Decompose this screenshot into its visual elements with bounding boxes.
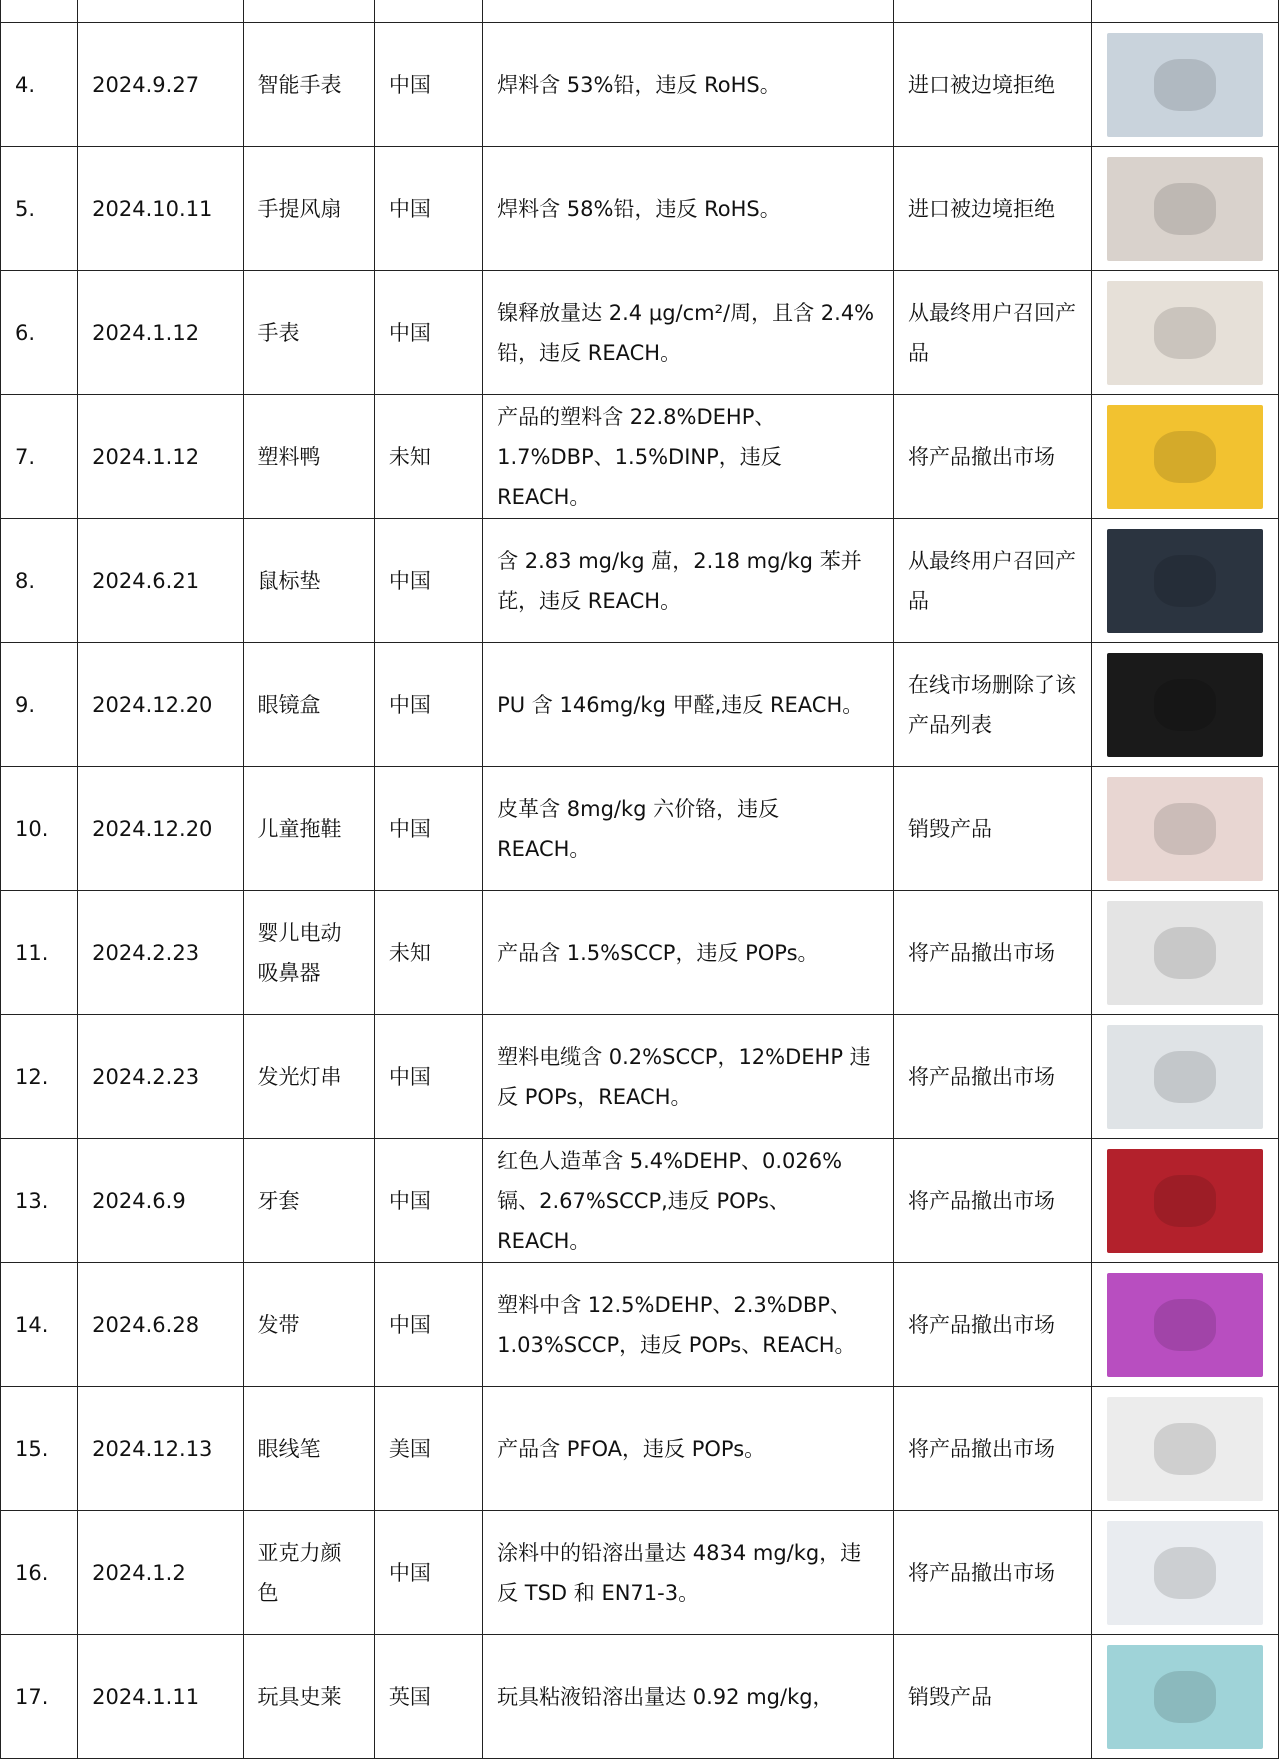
measure-taken bbox=[894, 0, 1091, 23]
product-name: 亚克力颜色 bbox=[243, 1511, 374, 1635]
measure-taken: 将产品撤出市场 bbox=[894, 1015, 1091, 1139]
table-row bbox=[1, 1139, 1279, 1263]
row-number: 4. bbox=[1, 23, 78, 147]
table-row bbox=[1, 0, 1279, 23]
photo-subject bbox=[1154, 927, 1216, 979]
origin-country: 中国 bbox=[374, 1511, 482, 1635]
violation-reason: 红色人造革含 5.4%DEHP、0.026%镉、2.67%SCCP,违反 POPs、REACH。 bbox=[483, 1139, 894, 1263]
table-row bbox=[1, 1387, 1279, 1511]
product-name: 儿童拖鞋 bbox=[243, 767, 374, 891]
row-number: 6. bbox=[1, 271, 78, 395]
measure-taken: 将产品撤出市场 bbox=[894, 1387, 1091, 1511]
violation-reason: 皮革含 8mg/kg 六价铬，违反 REACH。 bbox=[483, 767, 894, 891]
product-name: 塑料鸭 bbox=[243, 395, 374, 519]
table-row bbox=[1, 1511, 1279, 1635]
origin-country: 中国 bbox=[374, 1139, 482, 1263]
product-name: 眼线笔 bbox=[243, 1387, 374, 1511]
origin-country: 美国 bbox=[374, 1387, 482, 1511]
measure-taken: 将产品撤出市场 bbox=[894, 1511, 1091, 1635]
smartwatch-photo bbox=[1107, 33, 1263, 137]
violation-reason: 产品含 1.5%SCCP，违反 POPs。 bbox=[483, 891, 894, 1015]
product-photo-cell bbox=[1091, 23, 1279, 147]
product-photo-cell bbox=[1091, 1263, 1279, 1387]
row-number: 12. bbox=[1, 1015, 78, 1139]
photo-subject bbox=[1154, 1175, 1216, 1227]
product-photo-cell bbox=[1091, 0, 1279, 23]
slime-toy-photo bbox=[1107, 1645, 1263, 1749]
table-body bbox=[1, 0, 1279, 1759]
notification-date: 2024.6.9 bbox=[78, 1139, 243, 1263]
product-photo-cell bbox=[1091, 891, 1279, 1015]
violation-reason: 含 2.83 mg/kg 䓛，2.18 mg/kg 苯并芘，违反 REACH。 bbox=[483, 519, 894, 643]
origin-country: 中国 bbox=[374, 643, 482, 767]
table-row bbox=[1, 271, 1279, 395]
notification-date: 2024.1.12 bbox=[78, 395, 243, 519]
eyeliner-photo bbox=[1107, 1397, 1263, 1501]
photo-subject bbox=[1154, 803, 1216, 855]
origin-country bbox=[374, 0, 482, 23]
row-number: 13. bbox=[1, 1139, 78, 1263]
row-number: 10. bbox=[1, 767, 78, 891]
row-number: 11. bbox=[1, 891, 78, 1015]
violation-reason: 产品含 PFOA，违反 POPs。 bbox=[483, 1387, 894, 1511]
product-name: 发带 bbox=[243, 1263, 374, 1387]
origin-country: 中国 bbox=[374, 271, 482, 395]
product-photo-cell bbox=[1091, 1387, 1279, 1511]
table-row bbox=[1, 519, 1279, 643]
product-name bbox=[243, 0, 374, 23]
row-number: 14. bbox=[1, 1263, 78, 1387]
violation-reason: 塑料中含 12.5%DEHP、2.3%DBP、1.03%SCCP，违反 POPs、REACH。 bbox=[483, 1263, 894, 1387]
photo-subject bbox=[1154, 1423, 1216, 1475]
origin-country: 中国 bbox=[374, 23, 482, 147]
measure-taken: 在线市场删除了该产品列表 bbox=[894, 643, 1091, 767]
violation-reason: 涂料中的铅溶出量达 4834 mg/kg，违反 TSD 和 EN71-3。 bbox=[483, 1511, 894, 1635]
measure-taken: 从最终用户召回产品 bbox=[894, 271, 1091, 395]
measure-taken: 销毁产品 bbox=[894, 767, 1091, 891]
notification-date: 2024.1.2 bbox=[78, 1511, 243, 1635]
handheld-fan-photo bbox=[1107, 157, 1263, 261]
product-name: 发光灯串 bbox=[243, 1015, 374, 1139]
product-photo-cell bbox=[1091, 271, 1279, 395]
mouse-pad-photo bbox=[1107, 529, 1263, 633]
photo-subject bbox=[1154, 555, 1216, 607]
notification-date: 2024.9.27 bbox=[78, 23, 243, 147]
slippers-photo bbox=[1107, 777, 1263, 881]
measure-taken: 进口被边境拒绝 bbox=[894, 147, 1091, 271]
row-number: 5. bbox=[1, 147, 78, 271]
table-row bbox=[1, 643, 1279, 767]
notification-date: 2024.6.28 bbox=[78, 1263, 243, 1387]
product-name: 玩具史莱 bbox=[243, 1635, 374, 1759]
photo-subject bbox=[1154, 1547, 1216, 1599]
rubber-duck-photo bbox=[1107, 405, 1263, 509]
measure-taken: 将产品撤出市场 bbox=[894, 1139, 1091, 1263]
product-photo-cell bbox=[1091, 767, 1279, 891]
table-row bbox=[1, 767, 1279, 891]
violation-reason: 塑料电缆含 0.2%SCCP，12%DEHP 违反 POPs，REACH。 bbox=[483, 1015, 894, 1139]
row-number: 8. bbox=[1, 519, 78, 643]
product-name: 智能手表 bbox=[243, 23, 374, 147]
photo-subject bbox=[1154, 431, 1216, 483]
row-number: 16. bbox=[1, 1511, 78, 1635]
photo-subject bbox=[1154, 679, 1216, 731]
suspenders-photo bbox=[1107, 1149, 1263, 1253]
table-row bbox=[1, 1015, 1279, 1139]
measure-taken: 将产品撤出市场 bbox=[894, 1263, 1091, 1387]
measure-taken: 从最终用户召回产品 bbox=[894, 519, 1091, 643]
notification-date: 2024.10.11 bbox=[78, 147, 243, 271]
table-row bbox=[1, 395, 1279, 519]
product-photo-cell bbox=[1091, 1511, 1279, 1635]
product-name: 手提风扇 bbox=[243, 147, 374, 271]
origin-country: 中国 bbox=[374, 519, 482, 643]
origin-country: 未知 bbox=[374, 891, 482, 1015]
violation-reason: 玩具粘液铅溶出量达 0.92 mg/kg， bbox=[483, 1635, 894, 1759]
photo-subject bbox=[1154, 183, 1216, 235]
violation-reason: PU 含 146mg/kg 甲醛,违反 REACH。 bbox=[483, 643, 894, 767]
measure-taken: 销毁产品 bbox=[894, 1635, 1091, 1759]
photo-subject bbox=[1154, 1051, 1216, 1103]
violation-reason bbox=[483, 0, 894, 23]
row-number: 17. bbox=[1, 1635, 78, 1759]
glasses-case-photo bbox=[1107, 653, 1263, 757]
notification-date: 2024.6.21 bbox=[78, 519, 243, 643]
headband-photo bbox=[1107, 1273, 1263, 1377]
product-name: 婴儿电动吸鼻器 bbox=[243, 891, 374, 1015]
measure-taken: 进口被边境拒绝 bbox=[894, 23, 1091, 147]
notification-date: 2024.12.13 bbox=[78, 1387, 243, 1511]
nasal-aspirator-photo bbox=[1107, 901, 1263, 1005]
row-number: 7. bbox=[1, 395, 78, 519]
photo-subject bbox=[1154, 1671, 1216, 1723]
product-photo-cell bbox=[1091, 395, 1279, 519]
row-number bbox=[1, 0, 78, 23]
measure-taken: 将产品撤出市场 bbox=[894, 891, 1091, 1015]
origin-country: 英国 bbox=[374, 1635, 482, 1759]
product-photo-cell bbox=[1091, 1635, 1279, 1759]
origin-country: 中国 bbox=[374, 1015, 482, 1139]
acrylic-paint-photo bbox=[1107, 1521, 1263, 1625]
table-row bbox=[1, 1635, 1279, 1759]
table-row bbox=[1, 891, 1279, 1015]
origin-country: 中国 bbox=[374, 1263, 482, 1387]
notification-date: 2024.1.11 bbox=[78, 1635, 243, 1759]
row-number: 15. bbox=[1, 1387, 78, 1511]
origin-country: 中国 bbox=[374, 767, 482, 891]
violation-reason: 产品的塑料含 22.8%DEHP、1.7%DBP、1.5%DINP，违反 REACH。 bbox=[483, 395, 894, 519]
measure-taken: 将产品撤出市场 bbox=[894, 395, 1091, 519]
light-string-photo bbox=[1107, 1025, 1263, 1129]
violation-reason: 焊料含 58%铅，违反 RoHS。 bbox=[483, 147, 894, 271]
product-name: 牙套 bbox=[243, 1139, 374, 1263]
product-photo-cell bbox=[1091, 1139, 1279, 1263]
origin-country: 未知 bbox=[374, 395, 482, 519]
product-photo-cell bbox=[1091, 1015, 1279, 1139]
table-row bbox=[1, 1263, 1279, 1387]
product-name: 手表 bbox=[243, 271, 374, 395]
origin-country: 中国 bbox=[374, 147, 482, 271]
notification-date: 2024.12.20 bbox=[78, 643, 243, 767]
violation-reason: 焊料含 53%铅，违反 RoHS。 bbox=[483, 23, 894, 147]
notification-date: 2024.2.23 bbox=[78, 1015, 243, 1139]
product-name: 眼镜盒 bbox=[243, 643, 374, 767]
product-photo-cell bbox=[1091, 519, 1279, 643]
notification-date: 2024.1.12 bbox=[78, 271, 243, 395]
watch-photo bbox=[1107, 281, 1263, 385]
table-row bbox=[1, 147, 1279, 271]
notification-date: 2024.12.20 bbox=[78, 767, 243, 891]
photo-subject bbox=[1154, 1299, 1216, 1351]
notification-date bbox=[78, 0, 243, 23]
row-number: 9. bbox=[1, 643, 78, 767]
photo-subject bbox=[1154, 307, 1216, 359]
notification-date: 2024.2.23 bbox=[78, 891, 243, 1015]
product-photo-cell bbox=[1091, 147, 1279, 271]
photo-subject bbox=[1154, 59, 1216, 111]
product-name: 鼠标垫 bbox=[243, 519, 374, 643]
table-row bbox=[1, 23, 1279, 147]
violation-reason: 镍释放量达 2.4 μg/cm²/周，且含 2.4%铅，违反 REACH。 bbox=[483, 271, 894, 395]
product-photo-cell bbox=[1091, 643, 1279, 767]
